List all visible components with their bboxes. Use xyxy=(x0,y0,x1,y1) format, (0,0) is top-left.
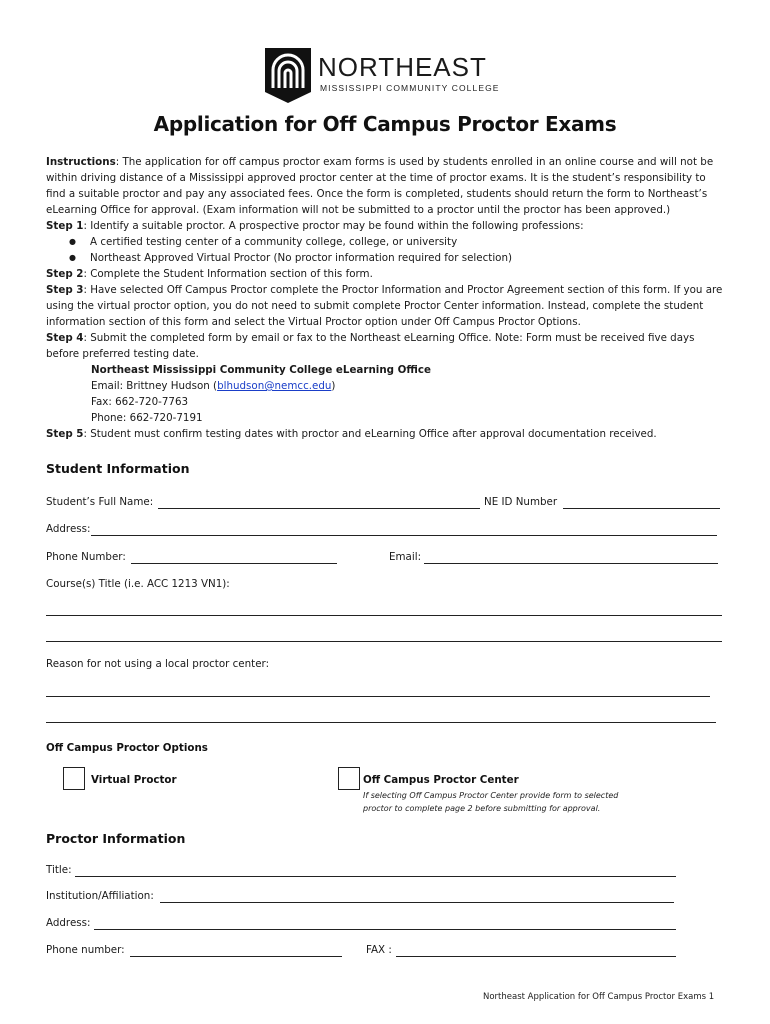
proctor-options-heading: Off Campus Proctor Options xyxy=(46,742,208,754)
email-link[interactable]: blhudson@nemcc.edu xyxy=(217,380,332,392)
proctor-fax-label: FAX : xyxy=(366,944,392,956)
email-label: Email: xyxy=(389,551,422,563)
course-label: Course(s) Title (i.e. ACC 1213 VN1): xyxy=(46,578,230,590)
off-campus-center-label: Off Campus Proctor Center xyxy=(363,774,519,786)
proctor-address-label: Address: xyxy=(46,917,91,929)
step-3: Step 3: Have selected Off Campus Proctor complete the Proctor Information and Proctor Agreement section of this form. If you are using the virtual proctor option, you do not need to submit complete Proctor Center information. Instead, complete the student information section of this form and select the Virtual Proctor option under Off Campus Proctor Options. xyxy=(46,284,723,328)
proctor-title-field[interactable] xyxy=(75,876,676,877)
reason-field-line-2[interactable] xyxy=(46,722,716,723)
proctor-info-heading: Proctor Information xyxy=(46,831,186,846)
proctor-title-label: Title: xyxy=(46,864,72,876)
off-campus-center-note-1: If selecting Off Campus Proctor Center provide form to selected xyxy=(363,791,619,800)
shield-arch-icon xyxy=(263,46,313,104)
virtual-proctor-checkbox[interactable] xyxy=(63,767,85,790)
proctor-address-field[interactable] xyxy=(94,929,676,930)
institution-label: Institution/Affiliation: xyxy=(46,890,154,902)
office-email: Email: Brittney Hudson (blhudson@nemcc.edu) xyxy=(91,380,336,392)
course-field-line-1[interactable] xyxy=(46,615,722,616)
office-name: Northeast Mississippi Community College eLearning Office xyxy=(91,364,431,376)
page-title: Application for Off Campus Proctor Exams xyxy=(153,112,617,136)
proctor-phone-field[interactable] xyxy=(130,956,342,957)
phone-label: Phone Number: xyxy=(46,551,126,563)
ne-id-label: NE ID Number xyxy=(484,496,558,508)
reason-field-line-1[interactable] xyxy=(46,696,710,697)
step-1: Step 1: Identify a suitable proctor. A prospective proctor may be found within the following professions: xyxy=(46,220,584,232)
logo-subtitle: MISSISSIPPI COMMUNITY COLLEGE xyxy=(320,83,500,93)
virtual-proctor-label: Virtual Proctor xyxy=(91,774,177,786)
phone-field[interactable] xyxy=(131,563,337,564)
page-footer: Northeast Application for Off Campus Proctor Exams 1 xyxy=(483,992,715,1002)
address-field[interactable] xyxy=(91,535,717,536)
step-2: Step 2: Complete the Student Information section of this form. xyxy=(46,268,373,280)
full-name-label: Student’s Full Name: xyxy=(46,496,154,508)
ne-id-field[interactable] xyxy=(563,508,720,509)
proctor-fax-field[interactable] xyxy=(396,956,676,957)
logo-name: NORTHEAST xyxy=(318,52,487,82)
instructions-intro: Instructions: The application for off campus proctor exam forms is used by students enrolled in an online course and will not be within driving distance of a Mississippi approved proctor center at the time of proctor exams. It is the student’s responsibility to find a suitable proctor and pay any associated fees. Once the form is completed, students should return the form to Northeast’s eLearning Office for approval. (Exam information will not be submitted to a proctor until the proctor has been approved.) xyxy=(46,156,714,216)
student-info-heading: Student Information xyxy=(46,461,190,476)
reason-label: Reason for not using a local proctor center: xyxy=(46,658,270,670)
full-name-field[interactable] xyxy=(158,508,480,509)
bullet-item: ● Northeast Approved Virtual Proctor (No proctor information required for selection) xyxy=(46,250,726,266)
off-campus-center-checkbox[interactable] xyxy=(338,767,360,790)
step-5: Step 5: Student must confirm testing dates with proctor and eLearning Office after approval documentation received. xyxy=(46,428,657,440)
office-fax: Fax: 662-720-7763 xyxy=(91,396,189,408)
course-field-line-2[interactable] xyxy=(46,641,722,642)
proctor-phone-label: Phone number: xyxy=(46,944,125,956)
institution-field[interactable] xyxy=(160,902,674,903)
off-campus-center-note-2: proctor to complete page 2 before submitting for approval. xyxy=(363,804,601,813)
college-logo xyxy=(263,46,513,106)
instructions-block xyxy=(46,154,726,442)
bullet-item: ● A certified testing center of a community college, college, or university xyxy=(46,234,726,250)
office-phone: Phone: 662-720-7191 xyxy=(91,412,203,424)
email-field[interactable] xyxy=(424,563,718,564)
step-4: Step 4: Submit the completed form by email or fax to the Northeast eLearning Office. Note: Form must be received five days before preferred testing date. xyxy=(46,332,695,360)
address-label: Address: xyxy=(46,523,91,535)
